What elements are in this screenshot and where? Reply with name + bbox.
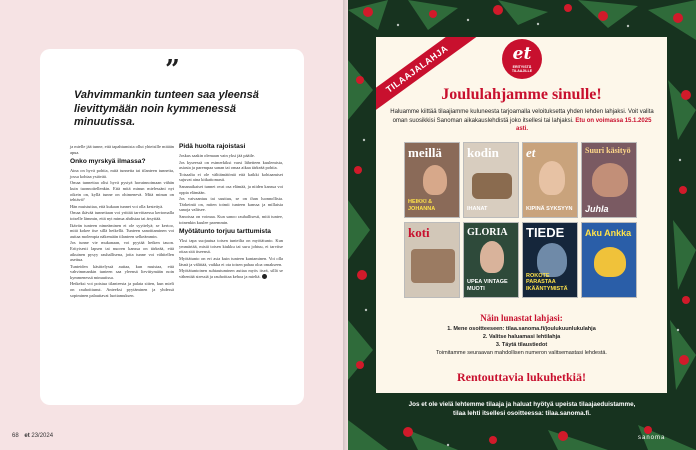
paragraph: Omaa tunnettaa olisi hyvä pystyä havainnoimaan vähän kuin tuonnoitellenkin. Että mitä minun mielessäni nyt oikein on, kyllä tunne on ohimenevä. Mitä minun on tehtävä?: [70, 180, 174, 203]
paragraph: Joskus saakin olemaan vain yksi jää pääile.: [179, 153, 255, 158]
paragraph: Jos kyseessä on esimerkiksi varsi lähetteen kuulemista, asiasta ja parempaa sanan tai omaa aikaa tärkeää pohtia.: [179, 159, 283, 171]
article-column-2: [179, 140, 283, 280]
paragraph: Myötätunto on eri asia kuin tunteen kantaminen. Voi olla läsnä ja välittää, vaikka ei ota toisen pahaa oloa omakseen.: [179, 255, 283, 267]
cover-photo: [472, 173, 512, 199]
paragraph: Yksi tapa suojautua toisen tunteilta on myötätunto. Kun ymmärtää, mistä toisen kiukku tai suru johtuu, ei tarvitse ottaa sitä itseensä.: [179, 238, 283, 255]
magazine-title: koti: [408, 225, 430, 240]
slogan: Rentouttavia lukuhetkiä!: [456, 370, 587, 384]
magazine-cover[interactable]: [522, 222, 578, 298]
paragraph: Jos vaivaantuu tai suuttuu, se on ihan luonnollista. Tärkeintä on, miten toimii tunteen kanssa ja millaisia sanoja valitsee.: [179, 196, 283, 213]
magazine-title: Aku Ankka: [585, 228, 632, 238]
magazine-title: kodin: [467, 145, 499, 160]
cover-line: UPEA VINTAGE MUOTI: [467, 279, 508, 292]
logo-text: et: [512, 44, 532, 64]
intro-text: Haluamme kiittää tilaajiamme kuluneesta tarjoamalla veloituksetta yhden lehden lahjaksi. Voit valita oman suosikkisi Sanoman aikakauslehdistä joko itsellesi tai lahjaksi.: [390, 109, 654, 124]
ad-panel: [376, 37, 667, 393]
cover-line: HEIKKI & JOHANNA: [408, 199, 436, 212]
page-number: 68: [12, 433, 19, 439]
left-page: [0, 0, 346, 450]
paragraph: Sananaikaiset tunnet ovat osa elämää, ja niiden kanssa voi oppia elämään.: [179, 183, 283, 195]
cover-photo: [592, 163, 628, 197]
end-mark-icon: [262, 274, 267, 279]
redeem-step-3: 3. Täytä tilaustiedot: [495, 342, 548, 348]
magazine-title: TIEDE: [526, 225, 565, 240]
magazine-title: meillä: [408, 145, 442, 160]
logo-sub2: TILAAJILLE: [511, 69, 533, 73]
article-card: [40, 49, 304, 405]
subheading: Onko myrskyä ilmassa?: [70, 158, 146, 166]
cover-photo: [411, 249, 455, 283]
footer-line-2[interactable]: tilaa lehti itsellesi osoitteessa: tilaa.sanoma.fi.: [453, 410, 591, 417]
sanoma-logo: sanoma: [638, 435, 666, 441]
article-column-1: [70, 144, 174, 299]
paragraph: Tunteiden käsittelyssä auttaa, kun muistaa, että vahvimmankin tunteen saa yleensä lievittymään noin kymmenessä minuutissa.: [70, 263, 174, 280]
paragraph: Omaa ikävää tunnettaan voi yrittää tarvittaessa kertomalla toiselle lämmin, että nyt minua ahdistaa tai ärsyttää.: [70, 210, 174, 221]
magazine-name: et: [24, 433, 30, 439]
right-page-ad: [348, 0, 696, 450]
magazine-cover[interactable]: [581, 222, 637, 298]
cover-photo: [539, 161, 565, 195]
paragraph: [179, 268, 283, 279]
cover-line: KIPINÄ SYKSYYN: [526, 205, 573, 212]
paragraph: Jos tunne vie mukanaan, voi pyytää hetken tauon. Erityisesti lapsen tai nuoren kanssa on tärkeää, että aikuinen pysyy rauhallisena, jotta tunne voi vähitellen asettua.: [70, 240, 174, 263]
magazine-cover[interactable]: [463, 222, 519, 298]
ad-headline: Joululahjamme sinulle!: [441, 86, 602, 103]
redeem-step-1[interactable]: 1. Mene osoitteeseen: tilaa.sanoma.fi/joulukuunlukulahja: [447, 326, 596, 332]
subscriber-gift-ribbon: TILAAJALAHJA: [376, 37, 483, 120]
cover-line: IHANAT: [467, 205, 488, 212]
paragraph: Toisaalta ei ole välttämätöntä että kaikki kohtaamiset sujuvat aina kitkattomasti.: [179, 171, 283, 183]
cover-photo: [594, 247, 626, 277]
paragraph-text: Myötätuntoinen suhtautuminen auttaa myös itseä, sillä se vähentää stressiä ja rauhoittaa kehoa ja mieltä.: [179, 268, 283, 279]
redeem-step-2: 2. Valitse haluamasi lehtilahja: [482, 334, 561, 340]
magazine-cover[interactable]: [581, 142, 637, 218]
how-to-redeem-title: Näin lunastat lahjasi:: [480, 313, 563, 323]
ad-intro: [390, 108, 654, 134]
subscribe-footer: [378, 400, 666, 418]
cover-line: ROKOTE PARASTAA IKÄÄNTYMISTÄ: [526, 272, 568, 292]
page-folio: [12, 433, 53, 439]
et-logo: [502, 39, 542, 79]
redeem-steps: [376, 325, 667, 357]
magazine-title: Suuri käsityö: [585, 146, 631, 155]
subheading: Pidä huolta rajoistasi: [179, 143, 246, 150]
quote-mark: ”: [165, 55, 180, 85]
pull-quote: Vahvimmankin tunteen saa yleensä lievittymään noin kymmenessä minuutissa.: [74, 89, 259, 128]
paragraph: Ikävän tunteen nimeäminen ei ole syyttelyä; se kertoo, mitä kokee itse sillä hetkellä. Tunteen sanoittaminen voi auttaa molempia näkemään tilanteen selkeämmin.: [70, 222, 174, 239]
paragraph: Hän muistuttaa, että kukaan tunnet voi olla kestettyä.: [70, 203, 164, 209]
offer-validity: Etu on voimassa 15.1.2025 asti.: [515, 117, 652, 133]
magazine-cover[interactable]: [463, 142, 519, 218]
subheading: Myötätunto torjuu tarttumista: [179, 228, 271, 236]
magazine-title: GLORIA: [467, 227, 508, 238]
logo-sub1: ERITYISTÄ: [512, 65, 532, 69]
delivery-note: Toimitamme seuraavan mahdollisen numeron valitsemastasi lehdestä.: [436, 350, 607, 356]
magazine-cover[interactable]: [522, 142, 578, 218]
paragraph: Hetkeksi voi poistua tilanteesta ja palata sitten, kun mieli on rauhoittunut. Anteeksi pyytäminen ja yhdessä sopiminen palauttavat luottamuksen.: [70, 281, 174, 298]
issue-number: 23/2024: [31, 433, 54, 439]
cover-line: Juhla: [585, 203, 609, 214]
lead-paragraph: ja mielle jää tunne, että tapahtumista ollut yhteisille mitään apua.: [70, 144, 174, 155]
cover-photo: [480, 241, 504, 273]
magazine-cover[interactable]: [404, 222, 460, 298]
footer-line-1: Jos et ole vielä lehtemme tilaaja ja haluat hyötyä upeista tilaajaeduistamme,: [408, 401, 636, 408]
paragraph: Aina on hyvä pohtia, mitä tunnetta tai tilanteen tunnetta, jossa kohtaa ystävää.: [70, 168, 174, 179]
magazine-title: et: [526, 145, 536, 160]
cover-photo: [423, 165, 447, 195]
magazine-cover[interactable]: [404, 142, 460, 218]
paragraph: Sanoissa on voimaa. Kun sanoo rauhallisesti, mitä tuntee, toinenkin kuulee paremmin.: [179, 213, 283, 225]
